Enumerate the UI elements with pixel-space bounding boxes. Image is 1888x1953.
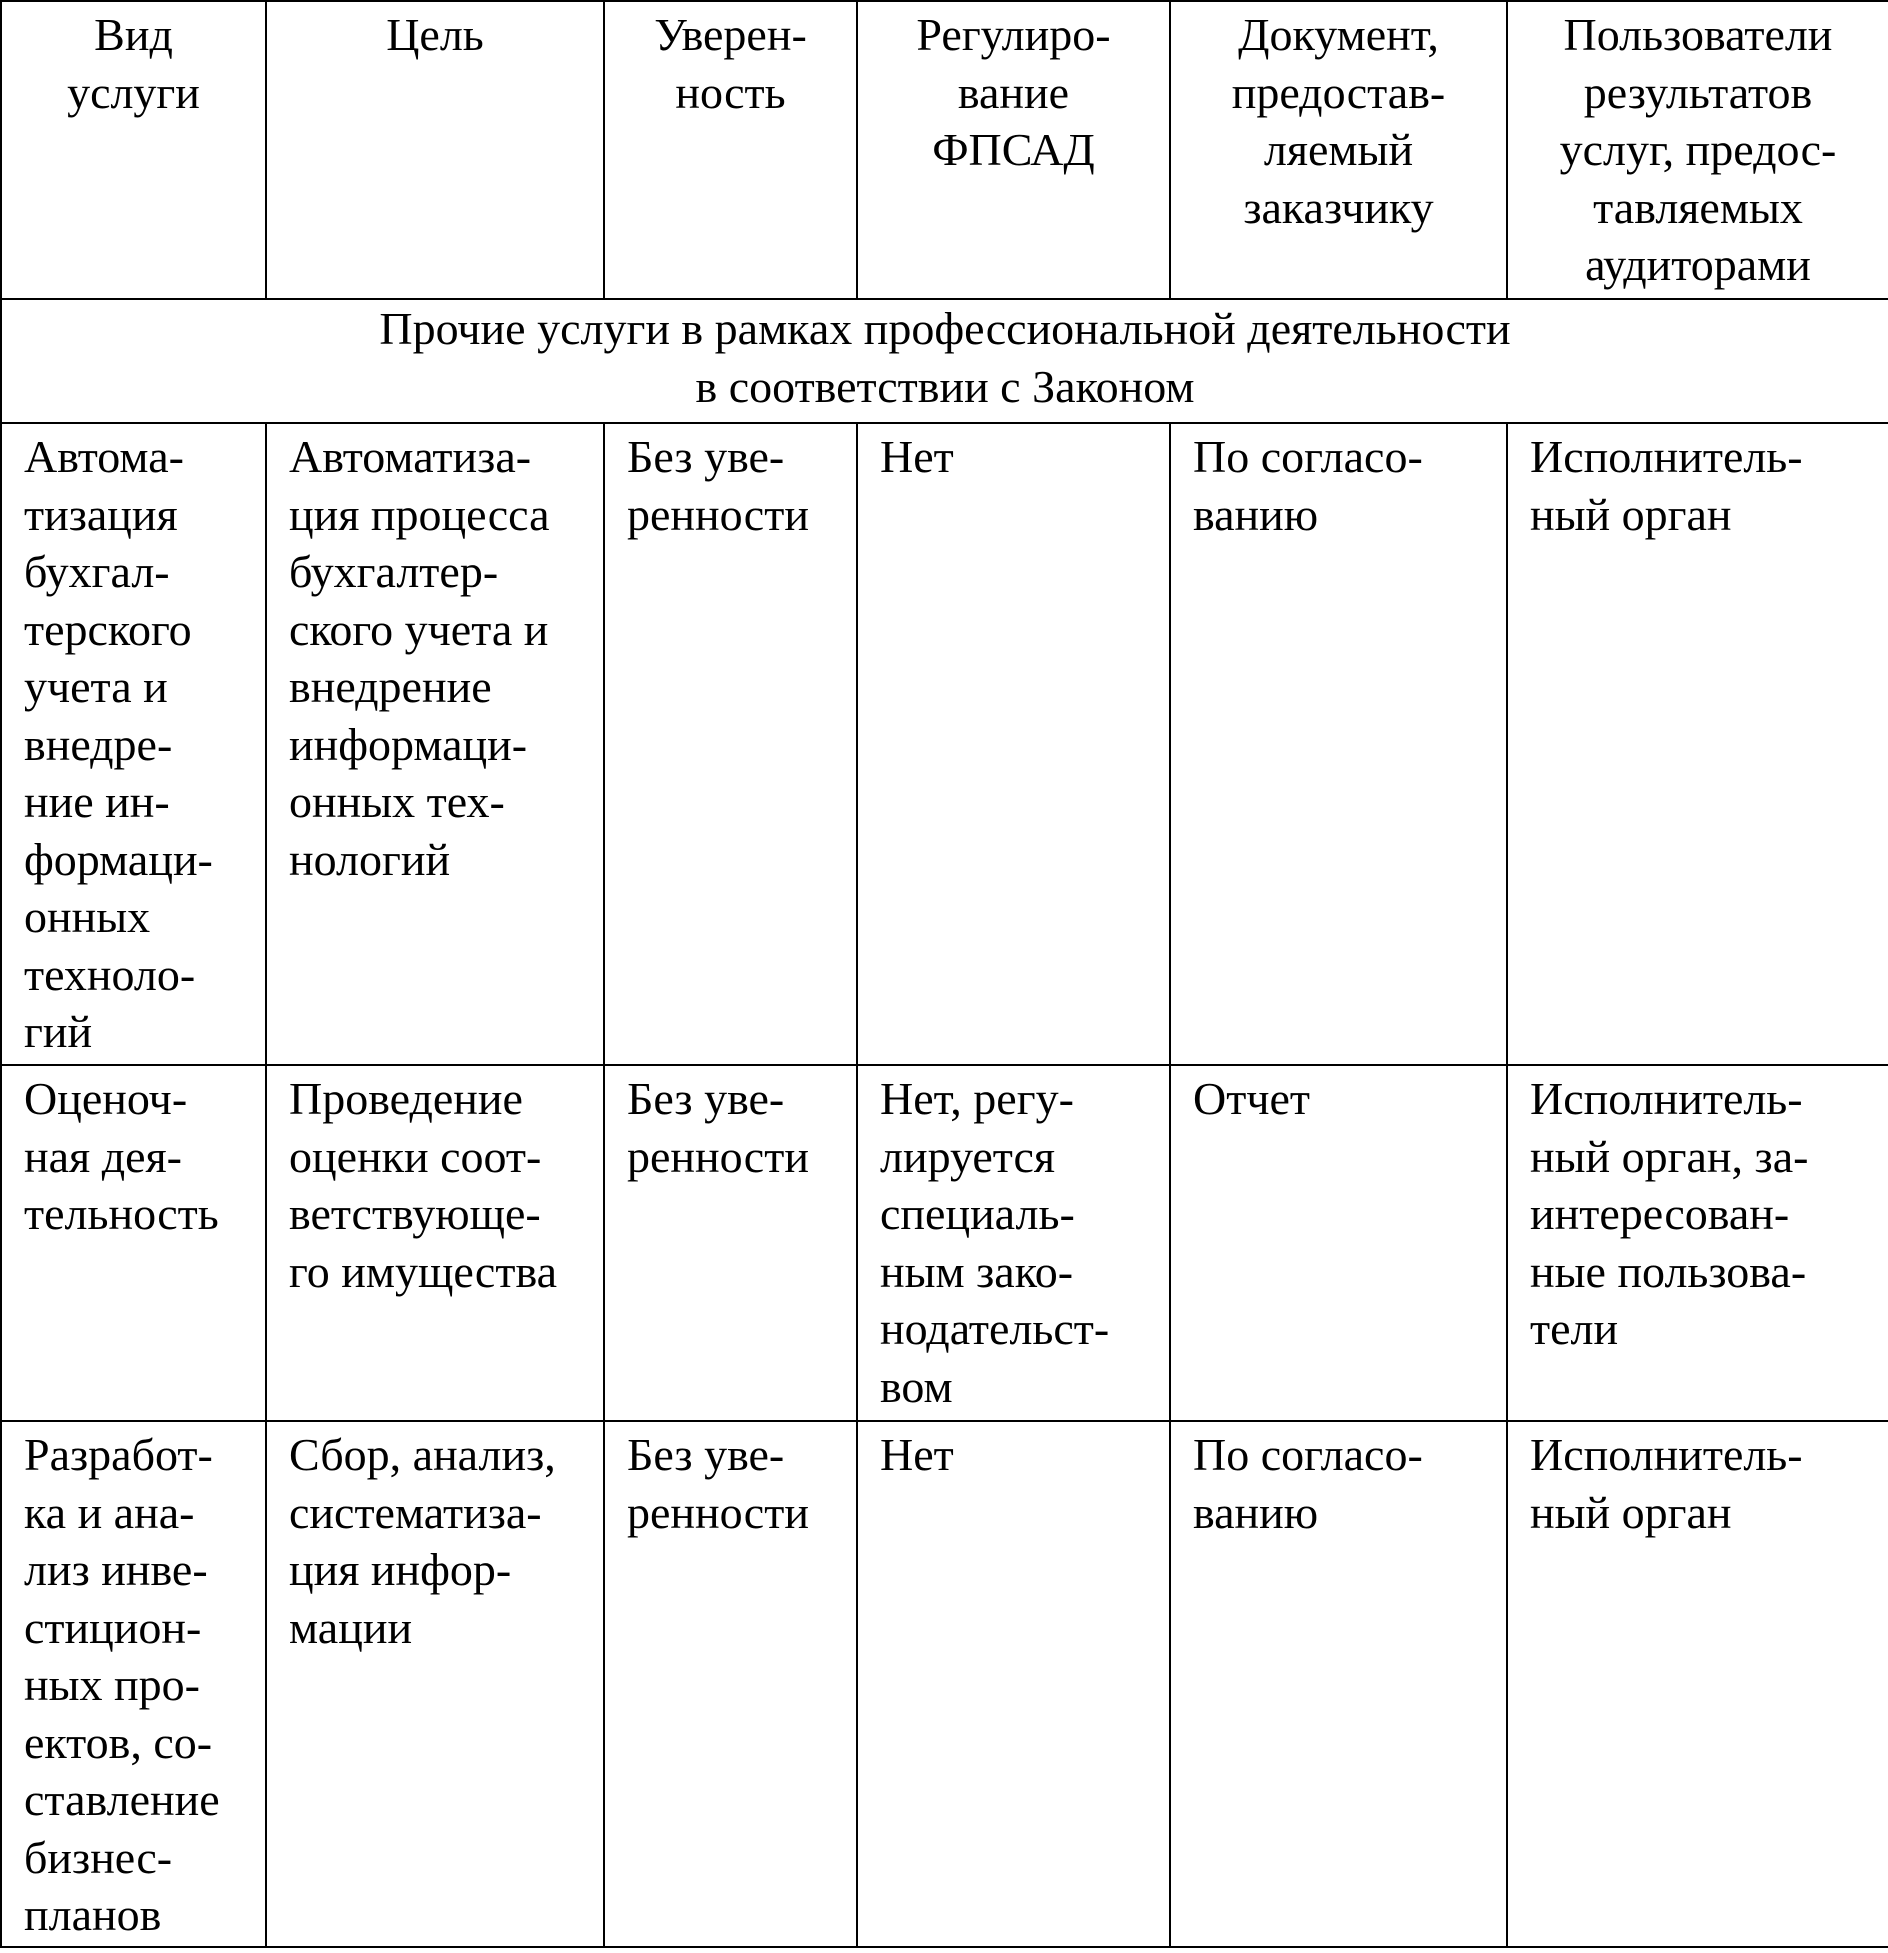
section-title [1,299,1888,423]
text-line: ным зако- [880,1245,1074,1297]
table-row [1,423,1888,1065]
text-line: ектов, со- [24,1716,213,1768]
text-line: ный орган [1530,1486,1732,1538]
text-line: Оценоч- [24,1073,188,1124]
text-line: ный орган, за- [1530,1130,1809,1182]
text-line: оценки соот- [289,1130,542,1182]
text-line: вание [957,66,1070,118]
text-line: стицион- [24,1601,202,1653]
text-line: Автома- [24,431,184,482]
text-line: техноло- [24,948,196,1000]
text-line: онных тех- [289,776,505,827]
text-line: ние ин- [24,776,170,827]
header-goal [266,1,604,299]
text-line: систематиза- [289,1486,542,1538]
cell-document [1170,1065,1507,1421]
text-line: Проведение [289,1073,523,1124]
text-line: бизнес- [24,1831,173,1883]
text-line: Нет, регу- [880,1073,1074,1124]
cell-assurance [604,1065,857,1421]
text-line: онных [24,891,151,942]
text-line: ванию [1193,1486,1319,1538]
text-line: нодательст- [880,1303,1110,1354]
cell-assurance [604,423,857,1065]
text-line: ность [675,66,786,118]
text-line: учета и [24,661,168,712]
text-line: ная дея- [24,1130,182,1182]
text-line: Автоматиза- [289,431,532,482]
cell-regulation [857,1421,1170,1947]
text-line: ция процесса [289,488,550,540]
text-line: Исполнитель- [1530,1429,1803,1480]
text-line: Пользователи [1563,9,1833,60]
header-users [1507,1,1888,299]
cell-goal [266,423,604,1065]
cell-regulation [857,423,1170,1065]
text-line: Цель [386,9,484,60]
section-row [1,299,1888,423]
cell-users [1507,1065,1888,1421]
text-line: ФПСАД [932,124,1095,175]
text-line: формаци- [24,833,213,885]
cell-regulation [857,1065,1170,1421]
text-line: Без уве- [627,1073,785,1124]
text-line: Регулиро- [916,9,1111,60]
text-line: ка и ана- [24,1486,195,1538]
text-line: услуг, предос- [1559,124,1837,175]
cell-document [1170,1421,1507,1947]
text-line: ция инфор- [289,1544,512,1595]
cell-service-type [1,1421,266,1947]
text-line: тавляемых [1593,181,1803,233]
text-line: гий [24,1006,93,1057]
text-line: Документ, [1238,9,1439,60]
text-line: информаци- [289,718,528,770]
text-line: По согласо- [1193,1429,1423,1480]
text-line: ветствующе- [289,1188,541,1239]
cell-service-type [1,1065,266,1421]
text-line: услуги [67,66,200,118]
cell-service-type [1,423,266,1065]
text-line: вом [880,1360,953,1412]
text-line: По согласо- [1193,431,1423,482]
text-line: в соответствии с Законом [695,360,1195,412]
text-line: мации [289,1601,413,1653]
cell-goal [266,1421,604,1947]
text-line: ренности [627,1486,809,1538]
cell-users [1507,1421,1888,1947]
text-line: ных про- [24,1659,200,1710]
text-line: бухгал- [24,546,170,597]
text-line: лиз инве- [24,1544,208,1595]
text-line: ренности [627,488,809,540]
text-line: нологий [289,833,451,885]
text-line: ванию [1193,488,1319,540]
text-line: аудиторами [1585,239,1811,290]
text-line: Вид [94,9,173,60]
text-line: специаль- [880,1188,1075,1239]
text-line: внедре- [24,718,173,770]
cell-document [1170,423,1507,1065]
text-line: Исполнитель- [1530,1073,1803,1124]
text-line: лируется [880,1130,1056,1182]
text-line: ляемый [1263,124,1414,175]
cell-users [1507,423,1888,1065]
text-line: тельность [24,1188,219,1239]
text-line: интересован- [1530,1188,1790,1239]
text-line: терского [24,603,192,655]
text-line: ставление [24,1774,220,1825]
cell-goal [266,1065,604,1421]
header-row [1,1,1888,299]
text-line: внедрение [289,661,492,712]
text-line: Уверен- [654,9,807,60]
header-assurance [604,1,857,299]
text-line: Разработ- [24,1429,213,1480]
text-line: Отчет [1193,1073,1310,1124]
text-line: тели [1530,1303,1619,1354]
text-line: заказчику [1243,181,1434,233]
header-service-type [1,1,266,299]
table-row [1,1421,1888,1947]
cell-assurance [604,1421,857,1947]
header-regulation [857,1,1170,299]
text-line: ского учета и [289,603,549,655]
text-line: Без уве- [627,1429,785,1480]
text-line: Прочие услуги в рамках профессиональной деятельности [379,303,1511,354]
text-line: Нет [880,431,954,482]
table-row [1,1065,1888,1421]
text-line: результатов [1583,66,1813,118]
text-line: планов [24,1889,162,1940]
header-document [1170,1,1507,299]
text-line: бухгалтер- [289,546,499,597]
text-line: ные пользова- [1530,1245,1807,1297]
text-line: ный орган [1530,488,1732,540]
text-line: Без уве- [627,431,785,482]
text-line: го имущества [289,1245,557,1297]
text-line: Исполнитель- [1530,431,1803,482]
text-line: ренности [627,1130,809,1182]
text-line: Нет [880,1429,954,1480]
text-line: предостав- [1231,66,1446,118]
text-line: тизация [24,488,178,540]
text-line: Сбор, анализ, [289,1429,556,1480]
